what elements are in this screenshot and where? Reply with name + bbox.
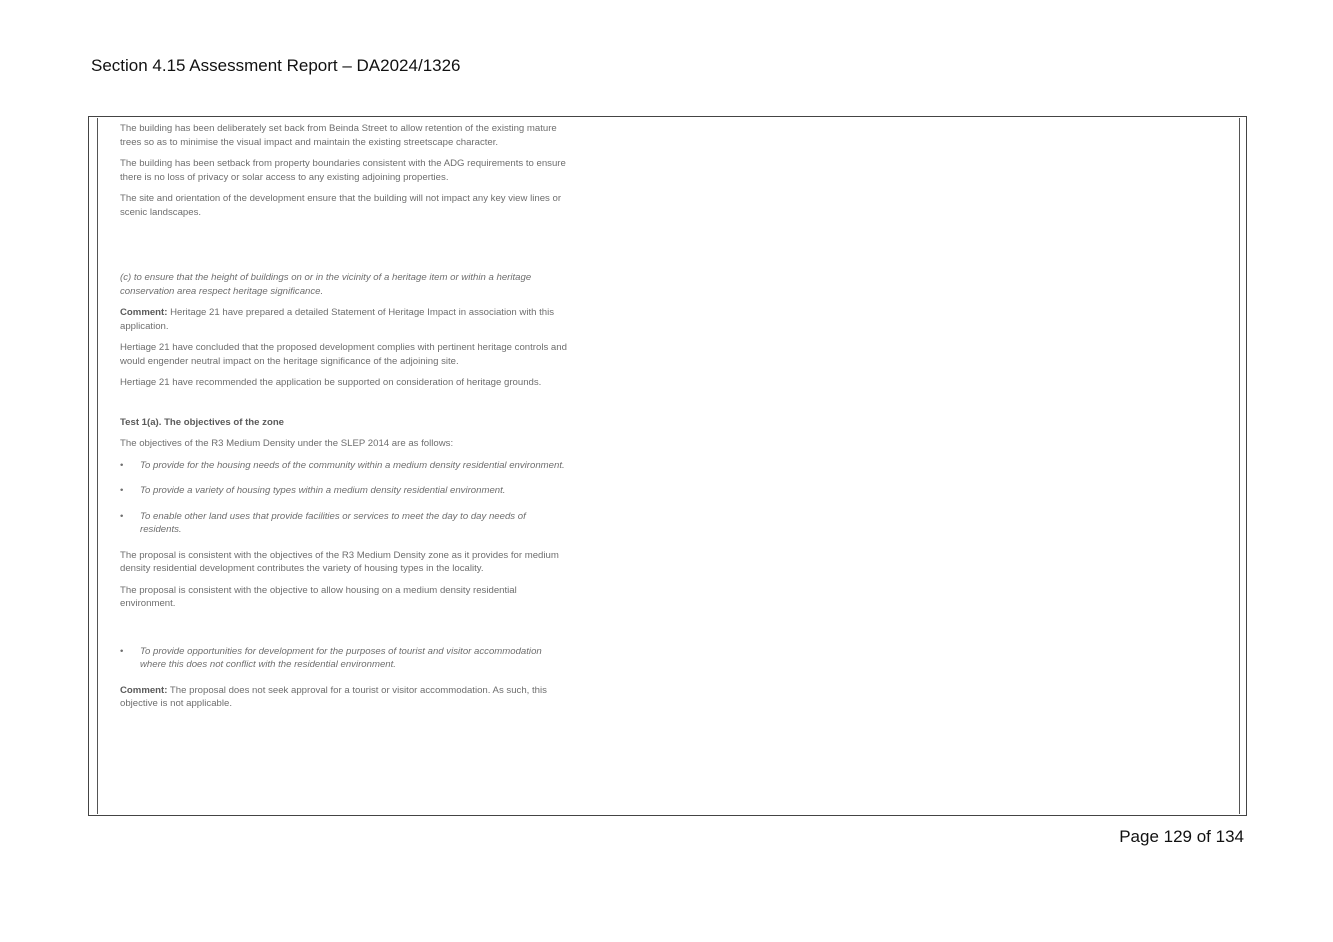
spacer [120,227,568,271]
page-number: Page 129 of 134 [1119,827,1244,846]
comment-label: Comment: [120,307,168,318]
paragraph-consistency-objectives: The proposal is consistent with the objectives of the R3 Medium Density zone as it provides for medium density residential development contributes the variety of housing types in the locality. [120,549,559,574]
embedded-page-content [120,122,568,719]
comment-label: Comment: [120,684,168,696]
paragraph-setback-street: The building has been deliberately set back from Beinda Street to allow retention of the existing mature trees so as to minimise the visual impact and maintain the existing streetscape character. [120,123,557,148]
paragraph-consistency-housing: The proposal is consistent with the objective to allow housing on a medium density residential environment. [120,584,517,609]
paragraph-view-lines: The site and orientation of the development ensure that the building will not impact any key view lines or scenic landscapes. [120,193,562,218]
objectives-list [120,459,568,537]
list-item: • To provide opportunities for development for the purposes of tourist and visitor accommodation where this does not conflict with the residential environment. [120,645,568,672]
spacer [120,619,568,645]
tourist-objective-list [120,645,568,672]
comment-text: Heritage 21 have prepared a detailed Statement of Heritage Impact in association with this application. [120,307,555,332]
paragraph-heritage-recommendation: Hertiage 21 have recommended the application be supported on consideration of heritage grounds. [120,377,542,388]
comment-heritage [120,306,568,333]
test-heading: Test 1(a). The objectives of the zone [120,416,285,428]
list-item: • To provide for the housing needs of the community within a medium density residential environment. [120,459,568,473]
comment-tourist [120,684,568,711]
paragraph-heritage-conclusion: Hertiage 21 have concluded that the proposed development complies with pertinent heritage controls and would engender neutral impact on the heritage significance of the adjoining site. [120,342,567,367]
report-header: Section 4.15 Assessment Report – DA2024/1326 [91,56,461,75]
list-item: • To provide a variety of housing types within a medium density residential environment. [120,484,568,498]
paragraph-setback-boundaries: The building has been setback from property boundaries consistent with the ADG requirements to ensure there is no loss of privacy or solar access to any existing adjoining properties. [120,158,566,183]
objective-c-quote: (c) to ensure that the height of buildings on or in the vicinity of a heritage item or within a heritage conservation area respect heritage significance. [120,272,532,297]
spacer [120,398,568,416]
list-item: • To enable other land uses that provide facilities or services to meet the day to day needs of residents. [120,510,568,537]
comment-text: The proposal does not seek approval for a tourist or visitor accommodation. As such, this objective is not applicable. [120,684,547,709]
objectives-intro: The objectives of the R3 Medium Density under the SLEP 2014 are as follows: [120,438,454,449]
